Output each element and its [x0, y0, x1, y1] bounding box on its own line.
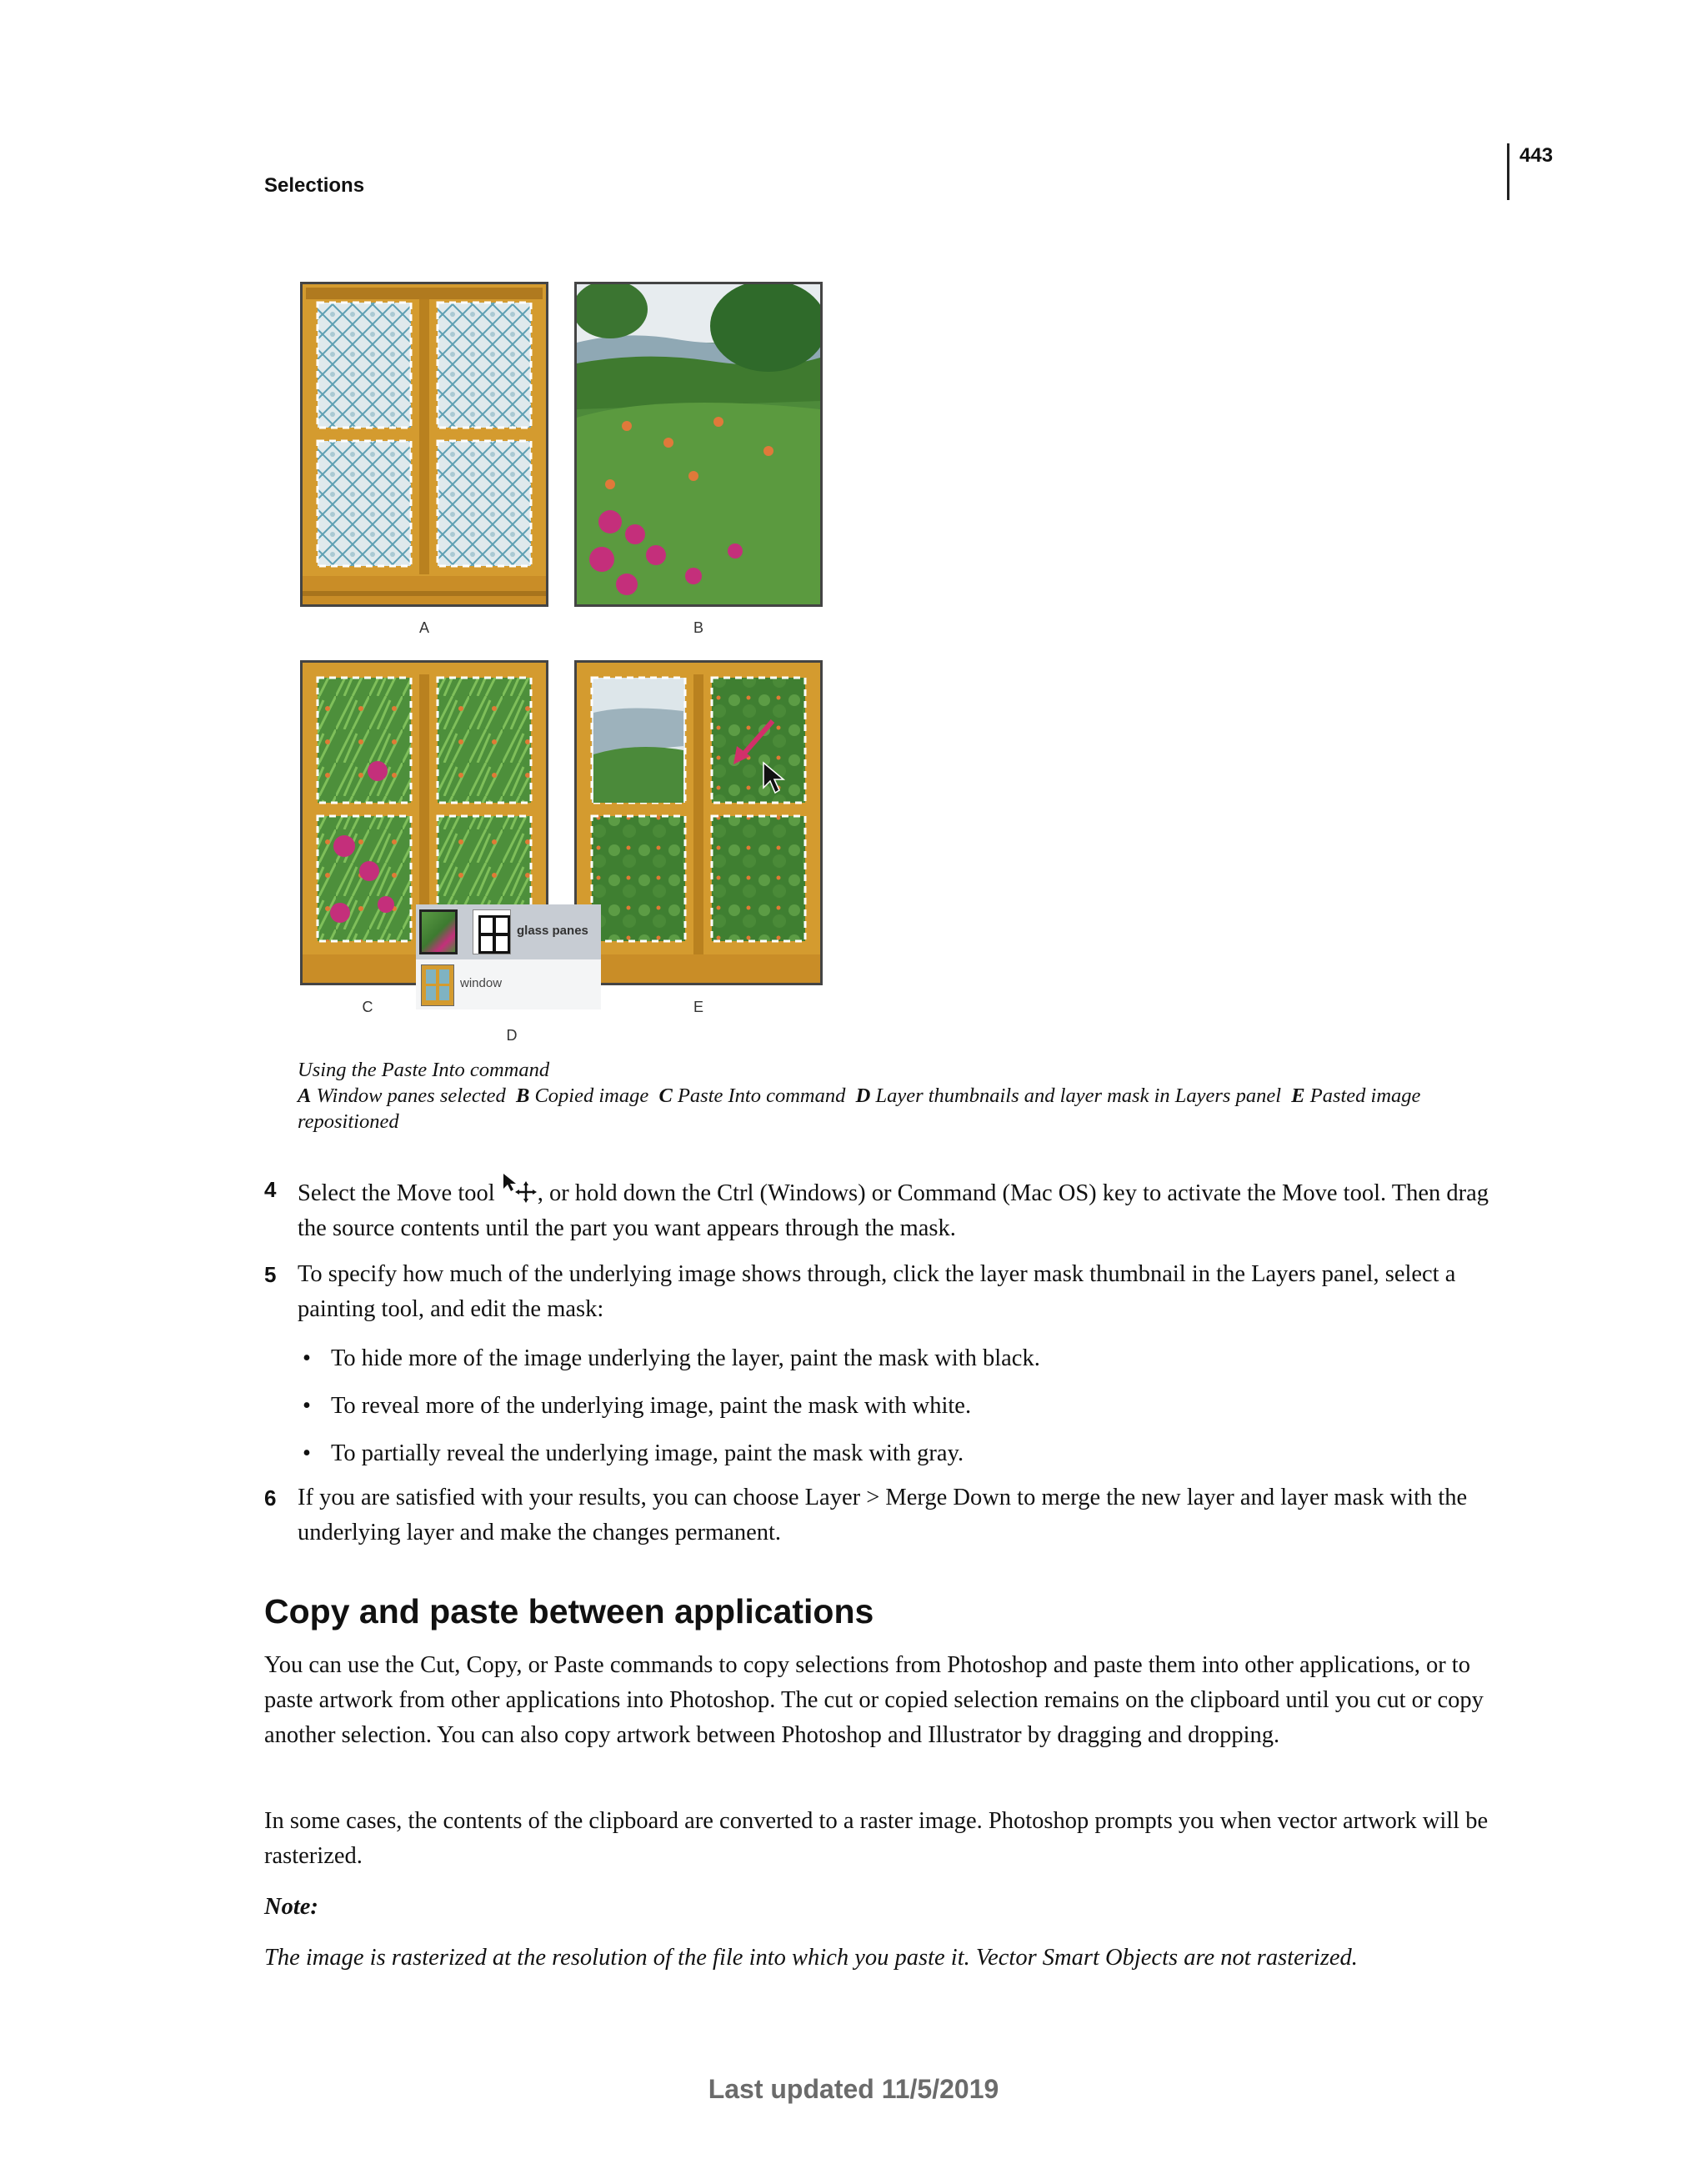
section-heading: Copy and paste between applications	[264, 1592, 874, 1630]
paste-into-figure	[295, 275, 845, 1067]
figure-panel-b	[574, 282, 823, 607]
bullet-item	[298, 1389, 1514, 1424]
caption-text-d: Layer thumbnails and layer mask in Layers panel	[875, 1084, 1282, 1107]
bullet-dot: •	[303, 1345, 311, 1371]
running-head: Selections	[264, 174, 365, 197]
caption-key-b: B	[515, 1084, 530, 1107]
bullet-item	[298, 1341, 1514, 1376]
caption-text-a: Window panes selected	[316, 1084, 506, 1107]
caption-text-b: Copied image	[534, 1084, 649, 1107]
figure-panel-e	[574, 660, 823, 985]
caption-key-a: A	[298, 1084, 312, 1107]
layer-row-glass-panes	[416, 904, 601, 959]
note-label: Note:	[264, 1894, 318, 1920]
caption-key-c: C	[658, 1084, 673, 1107]
page-number: 443	[1519, 144, 1554, 167]
caption-key-e: E	[1291, 1084, 1305, 1107]
step-number: 4	[264, 1177, 277, 1202]
step-text: If you are satisfied with your results, you can choose Layer > Merge Down to merge the new layer and layer mask with the underlying layer and make the changes permanent.	[298, 1485, 1468, 1545]
step-text: To specify how much of the underlying image shows through, click the layer mask thumbnail in the Layers panel, select a painting tool, and edit the mask:	[298, 1261, 1456, 1322]
bullet-text: To reveal more of the underlying image, paint the mask with white.	[331, 1393, 972, 1419]
figure-label-b: B	[693, 619, 703, 636]
layer-mask-thumbnail	[473, 909, 511, 954]
step-text: Select the Move tool	[298, 1180, 501, 1206]
step-5	[264, 1257, 1514, 1327]
layer-name-window: window	[460, 976, 503, 990]
layer-row-window	[416, 959, 601, 1009]
caption-text-c: Paste Into command	[677, 1084, 846, 1107]
bullet-item	[298, 1436, 1514, 1471]
caption-text-e: Pasted image repositioned	[298, 1084, 1421, 1133]
figure-label-e: E	[693, 999, 703, 1015]
bullet-text: To partially reveal the underlying image, paint the mask with gray.	[331, 1440, 964, 1466]
bullet-dot: •	[303, 1440, 311, 1466]
step-number: 5	[264, 1262, 277, 1287]
bullet-dot: •	[303, 1393, 311, 1419]
step-6	[264, 1480, 1514, 1550]
figure-label-c: C	[362, 999, 373, 1015]
caption-keys	[298, 1083, 1514, 1135]
figure-panel-a	[300, 282, 548, 607]
step-number: 6	[264, 1485, 277, 1510]
section-paragraph-2: In some cases, the contents of the clipboard are converted to a raster image. Photoshop prompts you when vector artwork will be rasterized.	[264, 1808, 1489, 1869]
layer-thumbnail-flowers	[419, 909, 458, 954]
note-text: The image is rasterized at the resolution of the file into which you paste it. Vector Smart Objects are not rasterized.	[264, 1945, 1358, 1971]
section-paragraph-1: You can use the Cut, Copy, or Paste commands to copy selections from Photoshop and paste them into other applications, or to paste artwork from other applications into Photoshop. The cut or copied selection remains on the clipboard until you cut or copy another selection. You can also copy artwork between Photoshop and Illustrator by dragging and dropping.	[264, 1652, 1484, 1748]
figure-label-a: A	[418, 619, 429, 636]
layer-name-glass-panes: glass panes	[517, 924, 588, 938]
figure-label-d: D	[506, 1027, 518, 1044]
step-4	[264, 1172, 1514, 1246]
move-tool-icon	[501, 1172, 538, 1204]
layer-thumbnail-window	[421, 964, 454, 1006]
step-text-cont: , or hold down the Ctrl (Windows) or Command (Mac OS) key to activate the Move tool. Then drag the source contents until the part you want appears through the mask.	[298, 1180, 1489, 1241]
caption-title: Using the Paste Into command	[298, 1059, 550, 1081]
caption-key-d: D	[855, 1084, 871, 1107]
page-number-rule	[1507, 143, 1509, 200]
figure-caption	[298, 1057, 1514, 1135]
bullet-text: To hide more of the image underlying the layer, paint the mask with black.	[331, 1345, 1040, 1371]
figure-panel-d-layers	[416, 904, 601, 1011]
footer-last-updated: Last updated 11/5/2019	[708, 2074, 999, 2104]
